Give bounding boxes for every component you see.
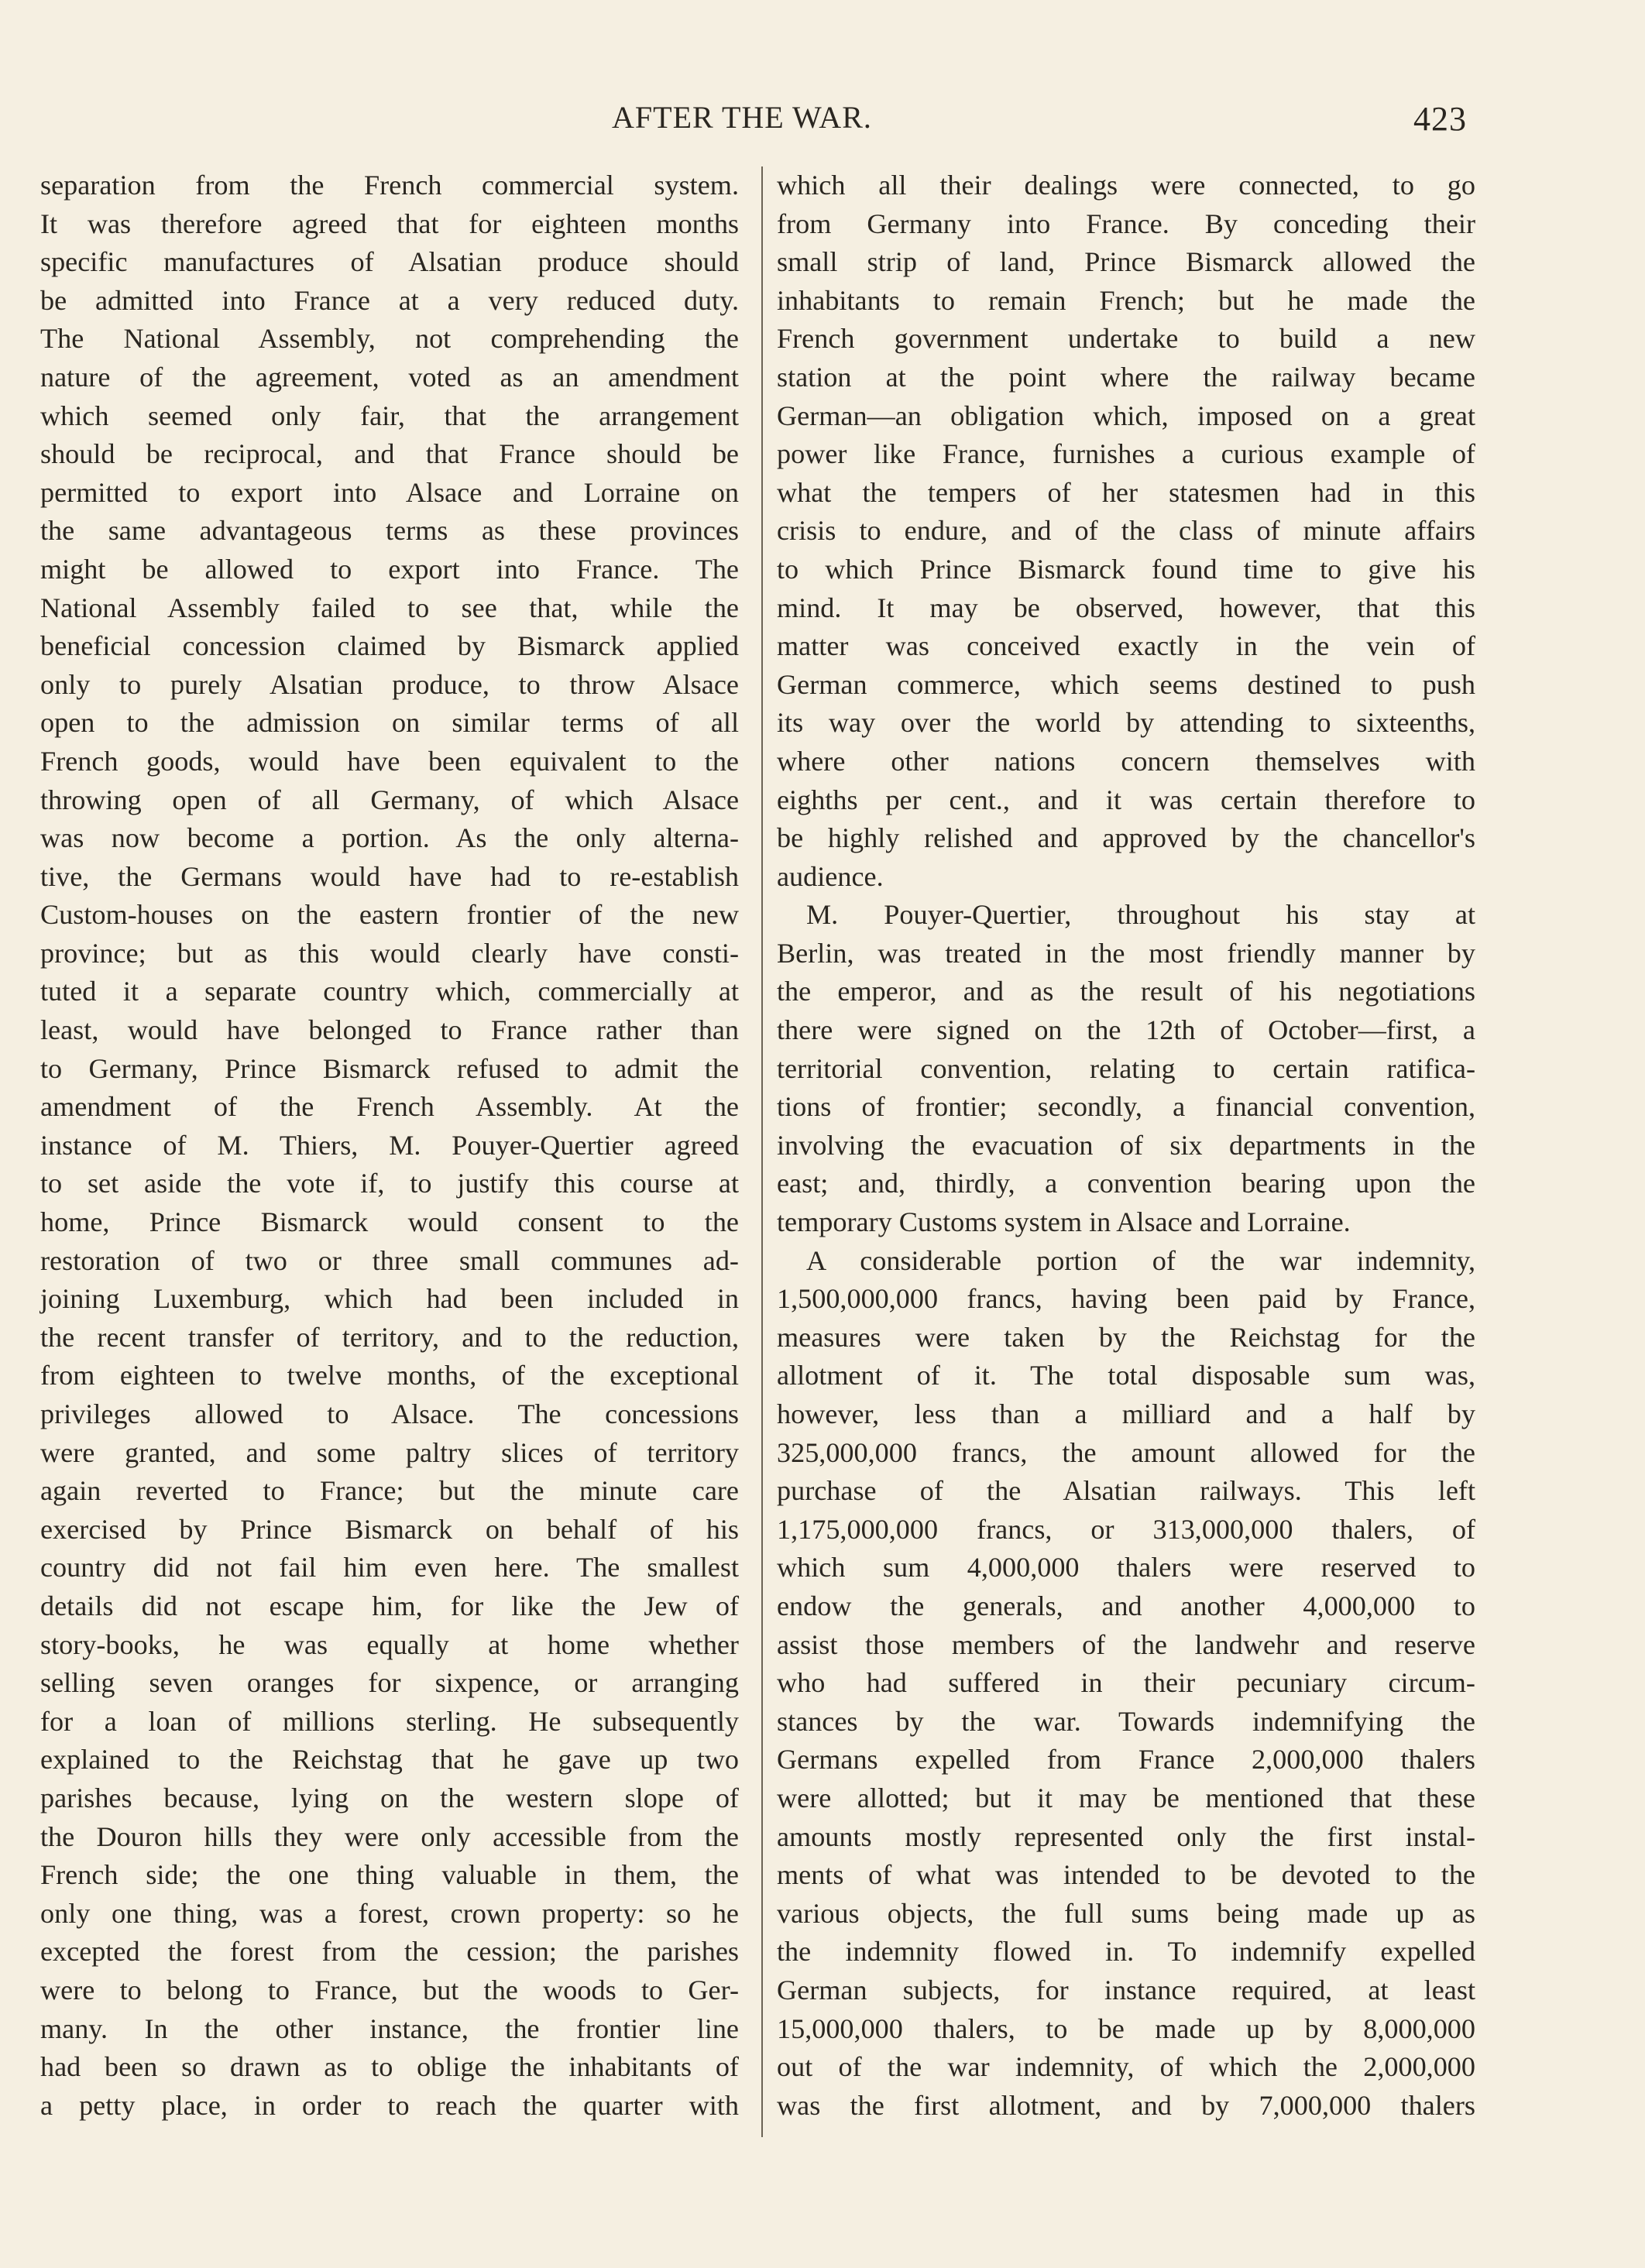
text-line: were allotted; but it may be mentioned that these [777,1782,1475,1813]
text-line: inhabitants to remain French; but he made the [777,284,1475,316]
text-line: was the first allotment, and by 7,000,000 thalers [777,2089,1475,2121]
text-line: excepted the forest from the cession; the parishes [40,1936,739,1968]
running-head [0,99,1645,138]
text-line: The National Assembly, not comprehending the [40,323,739,355]
text-line: be admitted into France at a very reduced duty. [40,284,739,316]
text-line: assist those members of the landwehr and reserve [777,1628,1475,1660]
text-line: the recent transfer of territory, and to the reduction, [40,1321,739,1353]
text-line: province; but as this would clearly have consti- [40,937,739,969]
text-line: station at the point where the railway became [777,361,1475,393]
text-line: had been so drawn as to oblige the inhabitants of [40,2051,739,2083]
text-line: which seemed only fair, that the arrangement [40,400,739,431]
text-line: French government undertake to build a new [777,323,1475,355]
text-line: from eighteen to twelve months, of the exceptional [40,1360,739,1391]
text-line: explained to the Reichstag that he gave up two [40,1744,739,1776]
page-number: 423 [1413,100,1467,138]
text-line: amounts mostly represented only the first instal- [777,1820,1475,1852]
text-line: might be allowed to export into France. The [40,553,739,585]
text-line: tive, the Germans would have had to re-establish [40,860,739,892]
text-line: which all their dealings were connected, to go [777,170,1475,201]
text-line: eighths per cent., and it was certain therefore to [777,784,1475,815]
text-line: where other nations concern themselves with [777,745,1475,777]
text-line: the Douron hills they were only accessible from the [40,1820,739,1852]
text-line: which sum 4,000,000 thalers were reserved to [777,1552,1475,1583]
text-line: open to the admission on similar terms of all [40,707,739,739]
text-line: tuted it a separate country which, commercially at [40,976,739,1007]
left-column [40,166,739,2125]
text-line: were granted, and some paltry slices of territory [40,1436,739,1468]
text-line: nature of the agreement, voted as an amendment [40,361,739,393]
text-line: matter was conceived exactly in the vein of [777,630,1475,662]
text-line: there were signed on the 12th of October—first, a [777,1014,1475,1046]
text-line: joining Luxemburg, which had been included in [40,1283,739,1315]
text-line: east; and, thirdly, a convention bearing upon the [777,1168,1475,1199]
text-line: small strip of land, Prince Bismarck allowed the [777,246,1475,278]
text-line: the emperor, and as the result of his negotiations [777,976,1475,1007]
text-line: details did not escape him, for like the Jew of [40,1590,739,1621]
text-line: National Assembly failed to see that, while the [40,592,739,623]
text-line: separation from the French commercial system. [40,170,739,201]
text-line: privileges allowed to Alsace. The concessions [40,1398,739,1429]
text-line: however, less than a milliard and a half by [777,1398,1475,1429]
text-line: only to purely Alsatian produce, to throw Alsace [40,668,739,700]
text-line: should be reciprocal, and that France should be [40,438,739,470]
text-line: to which Prince Bismarck found time to give his [777,553,1475,585]
text-line: again reverted to France; but the minute care [40,1475,739,1507]
right-column [777,166,1475,2125]
text-line: 15,000,000 thalers, to be made up by 8,000,000 [777,2012,1475,2044]
text-line: territorial convention, relating to certain ratifica- [777,1052,1475,1084]
text-line: instance of M. Thiers, M. Pouyer-Quertier agreed [40,1129,739,1161]
text-line: mind. It may be observed, however, that this [777,592,1475,623]
text-line: German commerce, which seems destined to push [777,668,1475,700]
text-line: many. In the other instance, the frontier line [40,2012,739,2044]
text-line: ments of what was intended to be devoted to the [777,1859,1475,1891]
text-line: stances by the war. Towards indemnifying the [777,1705,1475,1737]
text-line: was now become a portion. As the only alterna- [40,822,739,854]
text-line: permitted to export into Alsace and Lorraine on [40,476,739,508]
text-line: who had suffered in their pecuniary circum- [777,1667,1475,1699]
text-line: French goods, would have been equivalent to the [40,745,739,777]
text-line: French side; the one thing valuable in them, the [40,1859,739,1891]
text-line: purchase of the Alsatian railways. This left [777,1475,1475,1507]
text-line: 1,175,000,000 francs, or 313,000,000 thalers, of [777,1513,1475,1545]
text-line: exercised by Prince Bismarck on behalf of his [40,1513,739,1545]
text-line: out of the war indemnity, of which the 2,000,000 [777,2051,1475,2083]
text-line: only one thing, was a forest, crown property: so he [40,1897,739,1929]
text-line: crisis to endure, and of the class of minute affairs [777,515,1475,547]
text-line: various objects, the full sums being made up as [777,1897,1475,1929]
text-line: Custom-houses on the eastern frontier of the new [40,899,739,931]
text-line: audience. [777,860,884,892]
text-line: the same advantageous terms as these provinces [40,515,739,547]
text-line: from Germany into France. By conceding their [777,208,1475,239]
text-line: German subjects, for instance required, at least [777,1974,1475,2006]
running-title: AFTER THE WAR. [612,100,872,135]
text-line: power like France, furnishes a curious example of [777,438,1475,470]
text-line: allotment of it. The total disposable sum was, [777,1360,1475,1391]
text-line: M. Pouyer-Quertier, throughout his stay at [806,899,1475,931]
text-line: its way over the world by attending to sixteenths, [777,707,1475,739]
text-line: beneficial concession claimed by Bismarck applied [40,630,739,662]
text-line: a petty place, in order to reach the quarter with [40,2089,739,2121]
text-line: temporary Customs system in Alsace and Lorraine. [777,1206,1351,1238]
text-line: tions of frontier; secondly, a financial convention, [777,1091,1475,1123]
text-line: 1,500,000,000 francs, having been paid by France, [777,1283,1475,1315]
text-line: to set aside the vote if, to justify this course at [40,1168,739,1199]
text-line: the indemnity flowed in. To indemnify expelled [777,1936,1475,1968]
text-line: measures were taken by the Reichstag for the [777,1321,1475,1353]
text-line: throwing open of all Germany, of which Alsace [40,784,739,815]
text-line: parishes because, lying on the western slope of [40,1782,739,1813]
text-line: were to belong to France, but the woods to Ger- [40,1974,739,2006]
text-line: It was therefore agreed that for eighteen months [40,208,739,239]
text-line: be highly relished and approved by the chancellor's [777,822,1475,854]
text-line: selling seven oranges for sixpence, or arranging [40,1667,739,1699]
text-line: Berlin, was treated in the most friendly manner by [777,937,1475,969]
text-line: specific manufactures of Alsatian produce should [40,246,739,278]
text-line: restoration of two or three small communes ad- [40,1244,739,1276]
text-line: A considerable portion of the war indemnity, [806,1244,1475,1276]
text-line: to Germany, Prince Bismarck refused to admit the [40,1052,739,1084]
text-line: endow the generals, and another 4,000,000 to [777,1590,1475,1621]
text-line: least, would have belonged to France rather than [40,1014,739,1046]
text-line: country did not fail him even here. The smallest [40,1552,739,1583]
text-line: amendment of the French Assembly. At the [40,1091,739,1123]
text-line: German—an obligation which, imposed on a great [777,400,1475,431]
text-line: involving the evacuation of six departments in the [777,1129,1475,1161]
text-line: 325,000,000 francs, the amount allowed for the [777,1436,1475,1468]
text-line: home, Prince Bismarck would consent to the [40,1206,739,1238]
text-line: for a loan of millions sterling. He subsequently [40,1705,739,1737]
column-divider [761,166,763,2137]
text-line: story-books, he was equally at home whether [40,1628,739,1660]
text-line: what the tempers of her statesmen had in this [777,476,1475,508]
text-line: Germans expelled from France 2,000,000 thalers [777,1744,1475,1776]
